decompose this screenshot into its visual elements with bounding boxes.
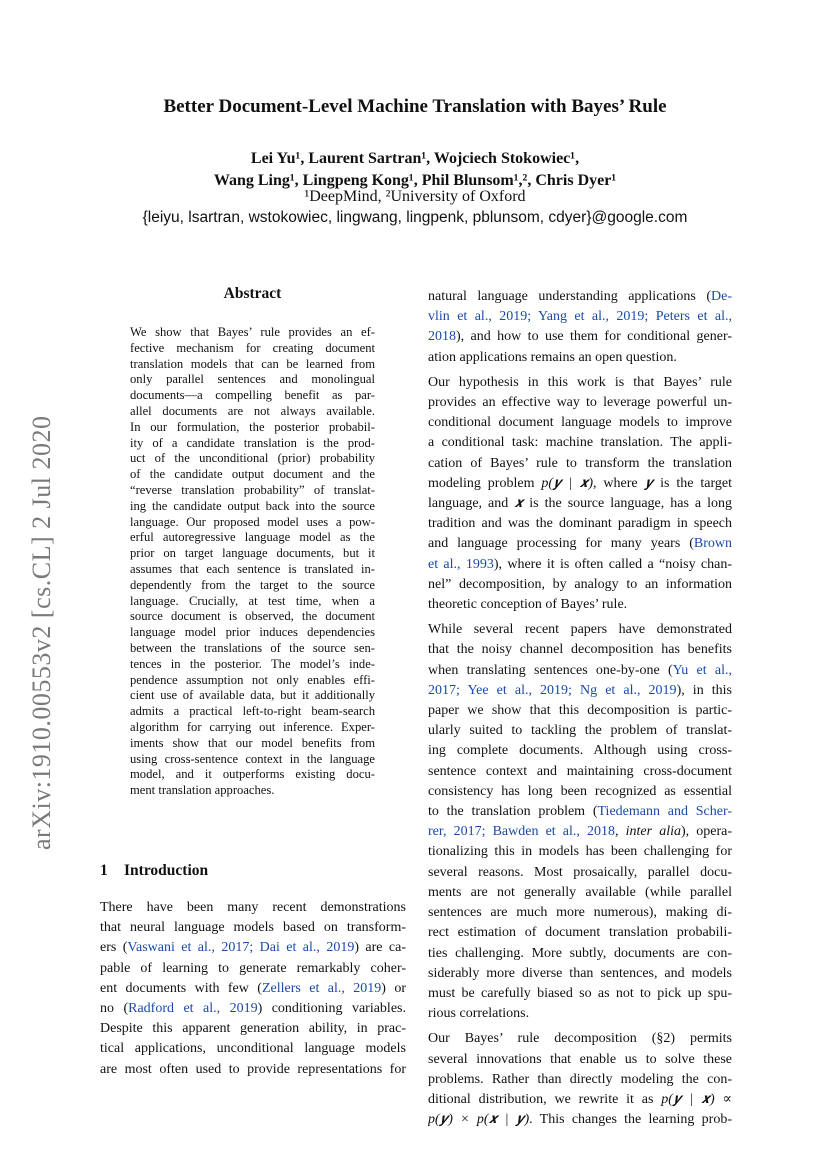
abstract-line: We show that Bayes’ rule provides an ef- <box>130 325 375 339</box>
abstract-line: source document is observed, the document <box>130 609 375 624</box>
text-line: several innovations that enable us to solve these <box>428 1051 732 1067</box>
text-line: 2017; Yee et al., 2019; Ng et al., 2019), in this <box>428 682 732 698</box>
abstract-line: language. Our proposed model uses a pow- <box>130 514 375 529</box>
abstract-line: dependently from the target to the source <box>130 577 375 592</box>
abstract-line: iments show that our model benefits from <box>130 735 375 750</box>
text-line: rer, 2017; Bawden et al., 2018, inter alia), opera- <box>428 824 732 840</box>
text-line: pable of learning to generate remarkably coher- <box>100 960 406 976</box>
abstract-line: translation models that can be learned from <box>130 356 375 371</box>
text-line: ent documents with few (Zellers et al., 2019) or <box>100 980 406 996</box>
text-line: ing complete documents. Although using cross- <box>428 743 732 759</box>
math-expression: p(𝒚 | 𝒙) ∝ <box>661 1091 732 1107</box>
abstract-line: fective mechanism for creating document <box>130 340 375 355</box>
abstract-line: ment translation approaches. <box>130 783 275 798</box>
citation-link[interactable]: 2018 <box>428 329 456 345</box>
text-line: While several recent papers have demonstrated <box>428 622 732 638</box>
citation-link[interactable]: Brown <box>693 536 732 552</box>
author-emails: {leiyu, lsartran, wstokowiec, lingwang, lingpenk, pblunsom, cdyer}@google.com <box>142 209 688 226</box>
abstract-heading: Abstract <box>223 285 282 302</box>
abstract-line: erful autoregressive language model as the <box>130 530 375 545</box>
abstract-line: cient use of available data, but it additionally <box>130 688 375 703</box>
citation-link[interactable]: Vaswani et al., 2017; Dai et al., 2019 <box>127 940 355 956</box>
text-line: rect estimation of document translation probabili- <box>428 925 732 941</box>
text-line: no (Radford et al., 2019) conditioning variables. <box>100 1001 406 1017</box>
math-expression: inter alia <box>625 824 681 840</box>
abstract-line: ing the candidate output back into the source <box>130 498 375 513</box>
abstract-body <box>130 325 375 799</box>
abstract-line: of the candidate output document and the <box>130 467 375 482</box>
text-line: Our Bayes’ rule decomposition (§2) permits <box>428 1031 732 1047</box>
abstract-line: assumes that each sentence is translated in- <box>130 561 375 576</box>
text-line: sentences are much more numerous), making di- <box>428 905 732 921</box>
citation-link[interactable]: Tiedemann and Scher- <box>597 804 732 820</box>
abstract-line: allel documents are not always available. <box>130 403 375 418</box>
text-line: consistency has long been recognized as essential <box>428 783 732 799</box>
text-line: siderably more diverse than sentences, and models <box>428 965 732 981</box>
text-line: problems. Rather than directly modeling the con- <box>428 1071 732 1087</box>
citation-link[interactable]: Radford et al., 2019 <box>128 1001 258 1017</box>
text-line: Our hypothesis in this work is that Bayes’ rule <box>428 374 732 390</box>
section-heading-introduction <box>100 862 410 880</box>
text-line: ers (Vaswani et al., 2017; Dai et al., 2019) are ca- <box>100 940 406 956</box>
abstract-line: using cross-sentence context in the language <box>130 751 375 766</box>
text-line: natural language understanding applications (De- <box>428 289 732 304</box>
abstract-line: ity of a candidate translation is the prod- <box>130 435 375 450</box>
text-line: cation of Bayes’ rule to transform the translation <box>428 455 732 471</box>
citation-link[interactable]: et al., 1993 <box>428 556 494 572</box>
abstract-line: tences in the posterior. The model’s inde- <box>130 656 375 671</box>
citation-link[interactable]: Yu et al., <box>672 662 732 678</box>
paper-title: Better Document-Level Machine Translation with Bayes’ Rule <box>163 96 667 117</box>
text-line: tical applications, unconditional language models <box>100 1041 406 1057</box>
citation-link[interactable]: 2017; Yee et al., 2019; Ng et al., 2019 <box>428 682 677 698</box>
text-line: modeling problem p(𝒚 | 𝒙), where 𝒚 is the target <box>428 475 732 491</box>
text-line <box>428 307 732 327</box>
section-title: Introduction <box>124 862 209 879</box>
text-line: to the translation problem (Tiedemann and Scher- <box>428 804 732 820</box>
abstract-line: prior on target language documents, but it <box>130 546 375 561</box>
author-line-2: Wang Ling¹, Lingpeng Kong¹, Phil Blunsom¹,², Chris Dyer¹ <box>213 172 617 189</box>
abstract-line: model, and it outperforms existing docu- <box>130 767 375 782</box>
abstract-line: admits a practical left-to-right beam-search <box>130 704 375 719</box>
text-line: conditional document language models to improve <box>428 415 732 431</box>
introduction-body-right <box>428 287 732 1130</box>
text-line: There have been many recent demonstrations <box>100 900 406 915</box>
text-line: nel” decomposition, by analogy to an information <box>428 576 732 592</box>
text-line: Despite this apparent generation ability, in prac- <box>100 1021 406 1037</box>
text-line: theoretic conception of Bayes’ rule. <box>428 597 628 613</box>
text-line: sentence context and maintaining cross-document <box>428 763 732 779</box>
math-expression: p(𝒚) × p(𝒙 | 𝒚) <box>428 1112 530 1128</box>
abstract-line: language model prior induces dependencies <box>130 625 375 640</box>
text-line: that the noisy channel decomposition has benefits <box>428 642 732 658</box>
text-line: ation applications remains an open question. <box>428 349 677 365</box>
author-list <box>100 148 730 192</box>
text-line: when translating sentences one-by-one (Yu et al., <box>428 662 732 678</box>
text-line: provides an effective way to leverage powerful un- <box>428 395 732 411</box>
abstract-line: pendence assumption not only enables effi- <box>130 672 375 687</box>
text-line: tionalizing this in models has been challenging for <box>428 844 732 860</box>
text-line: tradition and was the dominant paradigm in speech <box>428 516 732 532</box>
text-line: and language processing for many years (Brown <box>428 536 732 552</box>
math-expression: 𝒙 <box>514 496 524 512</box>
text-line: ularly suited to tackling the problem of translat- <box>428 723 732 739</box>
abstract-line: only parallel sentences and monolingual <box>130 372 375 387</box>
abstract-line: “reverse translation probability” of translat- <box>130 482 375 497</box>
section-number: 1 <box>100 862 108 879</box>
arxiv-identifier-stamp: arXiv:1910.00553v2 [cs.CL] 2 Jul 2020 <box>27 415 56 850</box>
abstract-line: documents—a compelling benefit as par- <box>130 388 375 403</box>
text-line: 2018), and how to use them for conditional gener- <box>428 329 732 345</box>
math-expression: 𝒚 <box>644 475 654 491</box>
introduction-body-left <box>100 898 406 1080</box>
math-expression: p(𝒚 | 𝒙) <box>541 475 593 491</box>
author-line-1: Lei Yu¹, Laurent Sartran¹, Wojciech Stokowiec¹, <box>250 150 580 167</box>
citation-link[interactable]: rer, 2017; Bawden et al., 2018 <box>428 824 616 840</box>
text-line: paper we show that this decomposition is partic- <box>428 703 732 719</box>
text-line: a conditional task: machine translation. The appli- <box>428 435 732 451</box>
abstract-line: In our formulation, the posterior probabil- <box>130 419 375 434</box>
abstract-line: algorithm for carrying out inference. Exper- <box>130 719 375 734</box>
text-line: that neural language models based on transform- <box>100 920 406 936</box>
text-line: language, and 𝒙 is the source language, has a long <box>428 496 732 512</box>
text-line: p(𝒚) × p(𝒙 | 𝒚). This changes the learning prob- <box>428 1112 732 1128</box>
citation-link[interactable]: Zellers et al., 2019 <box>261 980 382 996</box>
affiliations: ¹DeepMind, ²University of Oxford <box>304 188 526 205</box>
text-line: are most often used to provide representations for <box>100 1061 406 1077</box>
citation-link[interactable]: De- <box>711 289 732 304</box>
text-line: ments are not generally available (while parallel <box>428 884 732 900</box>
text-line: must be carefully biased so as not to pick up spu- <box>428 985 732 1001</box>
text-line: several reasons. Most prosaically, parallel docu- <box>428 864 732 880</box>
text-line: ditional distribution, we rewrite it as p(𝒚 | 𝒙) ∝ <box>428 1091 732 1107</box>
text-line: rious correlations. <box>428 1006 530 1022</box>
abstract-line: between the translations of the source sen- <box>130 640 375 655</box>
citation-link[interactable]: vlin et al., 2019; Yang et al., 2019; Peters et al., <box>428 309 732 325</box>
abstract-line: language. Crucially, at test time, when a <box>130 593 375 608</box>
abstract-line: uct of the unconditional (prior) probability <box>130 451 375 466</box>
text-line: et al., 1993), where it is often called a “noisy chan- <box>428 556 732 572</box>
text-line: ties challenging. More subtly, documents are con- <box>428 945 732 961</box>
